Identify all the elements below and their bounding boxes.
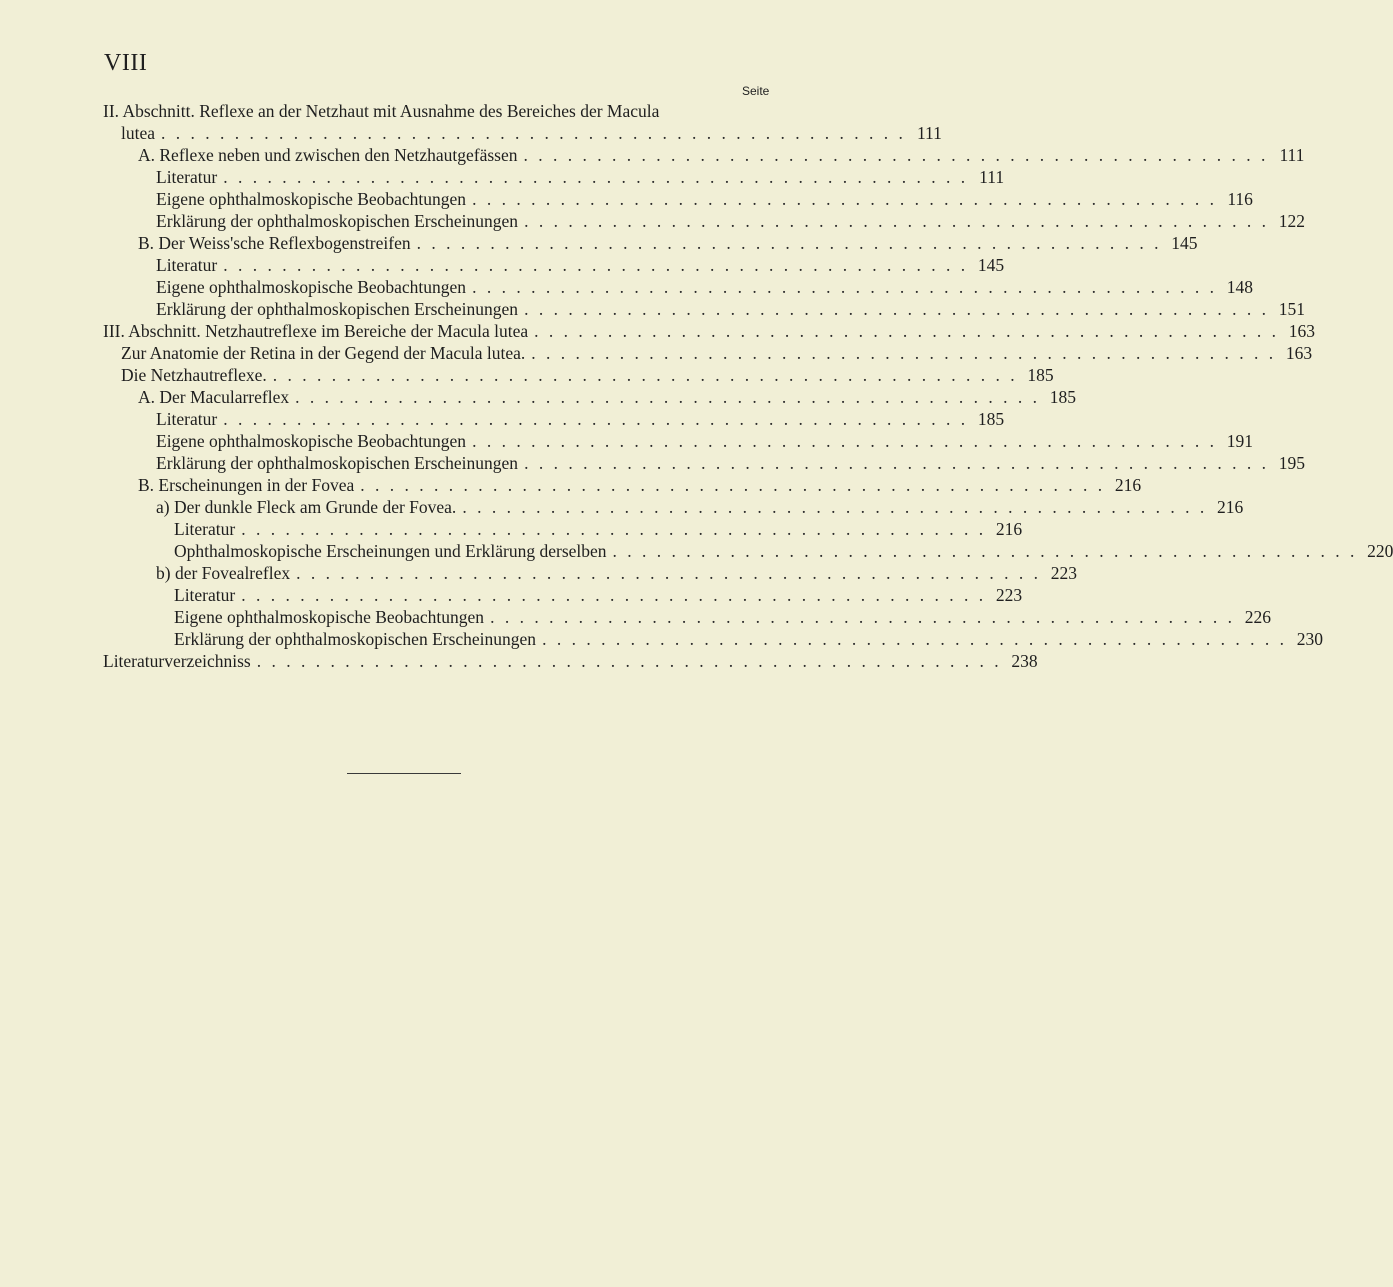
toc-entry [156, 166, 1005, 188]
toc-entry-title: Eigene ophthalmoskopische Beobachtungen [156, 277, 467, 297]
toc-entry [156, 562, 1077, 584]
toc-entry-title: Literatur [156, 409, 218, 429]
dot-leader: . . . . . . . . . . . . . . . . . . . . . . . . . . . . . . . . . . . . . . . . . . . . . . . . . . . [472, 277, 1217, 297]
toc-entry-page: 238 [1011, 651, 1038, 671]
toc-entry-title: B. Der Weiss'sche Reflexbogenstreifen [138, 233, 411, 253]
closing-rule [347, 773, 461, 774]
toc-entry-title: Erklärung der ophthalmoskopischen Erscheinungen [174, 629, 537, 649]
toc-entry-page: 185 [977, 409, 1005, 429]
toc-entry [156, 210, 1305, 232]
toc-entry-title: B. Erscheinungen in der Fovea [138, 475, 355, 495]
toc-entry-title: Erklärung der ophthalmoskopischen Erscheinungen [156, 299, 519, 319]
page-number: VIII [104, 50, 148, 76]
toc-entry [103, 320, 1316, 342]
toc-entry-page: 223 [995, 585, 1023, 605]
toc-entry [156, 452, 1305, 474]
toc-entry [138, 232, 1198, 254]
toc-entry [156, 430, 1253, 452]
toc-entry-page: 116 [1227, 189, 1253, 209]
dot-leader: . . . . . . . . . . . . . . . . . . . . . . . . . . . . . . . . . . . . . . . . . . . . . . . . . . . [612, 541, 1358, 561]
toc-entry-title: A. Der Macularreflex [138, 387, 290, 407]
toc-entry [174, 584, 1023, 606]
dot-leader: . . . . . . . . . . . . . . . . . . . . . . . . . . . . . . . . . . . . . . . . . . . . . . . . . . . [223, 167, 969, 187]
toc-entry-page: 185 [1027, 365, 1054, 385]
toc-entry [121, 364, 1054, 386]
dot-leader: . . . . . . . . . . . . . . . . . . . . . . . . . . . . . . . . . . . . . . . . . . . . . . . . . . . [524, 299, 1269, 319]
dot-leader: . . . . . . . . . . . . . . . . . . . . . . . . . . . . . . . . . . . . . . . . . . . . . . . . . . . [416, 233, 1162, 253]
dot-leader: . . . . . . . . . . . . . . . . . . . . . . . . . . . . . . . . . . . . . . . . . . . . . . . . . . . [296, 563, 1041, 583]
toc-entry [156, 188, 1253, 210]
dot-leader: . . . . . . . . . . . . . . . . . . . . . . . . . . . . . . . . . . . . . . . . . . . . . . . . . . . [534, 321, 1280, 341]
dot-leader: . . . . . . . . . . . . . . . . . . . . . . . . . . . . . . . . . . . . . . . . . . . . . . . . . . . [161, 123, 906, 143]
dot-leader: . . . . . . . . . . . . . . . . . . . . . . . . . . . . . . . . . . . . . . . . . . . . . . . . . . . [241, 585, 987, 605]
toc-entry-title: Die Netzhautreflexe. [121, 365, 267, 385]
toc-entry [121, 342, 1313, 364]
toc-entry-page: 122 [1278, 211, 1305, 231]
toc-entry [174, 518, 1023, 540]
dot-leader: . . . . . . . . . . . . . . . . . . . . . . . . . . . . . . . . . . . . . . . . . . . . . . . . . . . [523, 145, 1269, 165]
toc-entry-title: Zur Anatomie der Retina in der Gegend der Macula lutea. [121, 343, 526, 363]
dot-leader: . . . . . . . . . . . . . . . . . . . . . . . . . . . . . . . . . . . . . . . . . . . . . . . . . . . [223, 255, 969, 275]
toc-entry [138, 144, 1305, 166]
toc-entry-page: 145 [977, 255, 1005, 275]
toc-entry-title: Literatur [174, 585, 236, 605]
dot-leader: . . . . . . . . . . . . . . . . . . . . . . . . . . . . . . . . . . . . . . . . . . . . . . . . . . . [241, 519, 987, 539]
toc-entry [156, 496, 1244, 518]
toc-entry [121, 122, 942, 144]
toc-entry-title: Eigene ophthalmoskopische Beobachtungen [174, 607, 485, 627]
dot-leader: . . . . . . . . . . . . . . . . . . . . . . . . . . . . . . . . . . . . . . . . . . . . . . . . . . . [524, 453, 1269, 473]
toc-entry [174, 628, 1323, 650]
toc-entry [156, 298, 1305, 320]
toc-entry-title: II. Abschnitt. Reflexe an der Netzhaut mit Ausnahme des Bereiches der Macula [103, 101, 660, 121]
toc-entry-title: Ophthalmoskopische Erscheinungen und Erklärung derselben [174, 541, 607, 561]
dot-leader: . . . . . . . . . . . . . . . . . . . . . . . . . . . . . . . . . . . . . . . . . . . . . . . . . . . [360, 475, 1106, 495]
toc-entry-page: 111 [979, 167, 1005, 187]
toc-entry [156, 276, 1253, 298]
toc-entry-title: b) der Fovealreflex [156, 563, 291, 583]
toc-entry-page: 151 [1278, 299, 1305, 319]
toc-entry-page: 191 [1226, 431, 1253, 451]
toc-entry-title: a) Der dunkle Fleck am Grunde der Fovea. [156, 497, 457, 517]
toc-entry-title: Literatur [156, 255, 218, 275]
toc-entry [138, 386, 1076, 408]
toc-entry-title: Literatur [156, 167, 218, 187]
toc-entry [174, 540, 1393, 562]
dot-leader: . . . . . . . . . . . . . . . . . . . . . . . . . . . . . . . . . . . . . . . . . . . . . . . . . . . [524, 211, 1269, 231]
dot-leader: . . . . . . . . . . . . . . . . . . . . . . . . . . . . . . . . . . . . . . . . . . . . . . . . . . . [295, 387, 1040, 407]
toc-entry-title: lutea [121, 123, 156, 143]
toc-entry-title: Erklärung der ophthalmoskopischen Erscheinungen [156, 453, 519, 473]
toc-entry-page: 223 [1050, 563, 1077, 583]
toc-entry-page: 216 [1114, 475, 1142, 495]
toc-entry [156, 408, 1005, 430]
dot-leader: . . . . . . . . . . . . . . . . . . . . . . . . . . . . . . . . . . . . . . . . . . . . . . . . . . . [490, 607, 1235, 627]
toc-entry-page: 216 [1216, 497, 1244, 517]
toc-entry-page: 111 [1279, 145, 1305, 165]
toc-entry-page: 220 [1367, 541, 1393, 561]
dot-leader: . . . . . . . . . . . . . . . . . . . . . . . . . . . . . . . . . . . . . . . . . . . . . . . . . . . [223, 409, 969, 429]
toc-entry-title: A. Reflexe neben und zwischen den Netzhautgefässen [138, 145, 518, 165]
toc-entry [156, 254, 1005, 276]
toc-entry-page: 226 [1244, 607, 1271, 627]
toc-entry-page: 163 [1288, 321, 1316, 341]
page-column-heading: Seite [742, 84, 770, 98]
toc-entry-title: Erklärung der ophthalmoskopischen Erscheinungen [156, 211, 519, 231]
toc-entry-title: Eigene ophthalmoskopische Beobachtungen [156, 431, 467, 451]
toc-entry-page: 148 [1226, 277, 1253, 297]
toc-entry-page: 216 [995, 519, 1023, 539]
toc-entry-page: 145 [1171, 233, 1198, 253]
dot-leader: . . . . . . . . . . . . . . . . . . . . . . . . . . . . . . . . . . . . . . . . . . . . . . . . . . . [531, 343, 1277, 363]
dot-leader: . . . . . . . . . . . . . . . . . . . . . . . . . . . . . . . . . . . . . . . . . . . . . . . . . . . [472, 431, 1217, 451]
toc-entry-page: 230 [1296, 629, 1323, 649]
dot-leader: . . . . . . . . . . . . . . . . . . . . . . . . . . . . . . . . . . . . . . . . . . . . . . . . . . . [542, 629, 1287, 649]
toc-entry [103, 650, 1038, 672]
toc-entry-title: Eigene ophthalmoskopische Beobachtungen [156, 189, 467, 209]
toc-entry-page: 163 [1285, 343, 1313, 363]
dot-leader: . . . . . . . . . . . . . . . . . . . . . . . . . . . . . . . . . . . . . . . . . . . . . . . . . . . [256, 651, 1002, 671]
dot-leader: . . . . . . . . . . . . . . . . . . . . . . . . . . . . . . . . . . . . . . . . . . . . . . . . . . . [472, 189, 1217, 209]
dot-leader: . . . . . . . . . . . . . . . . . . . . . . . . . . . . . . . . . . . . . . . . . . . . . . . . . . . [272, 365, 1018, 385]
toc-entry [138, 474, 1142, 496]
toc-entry-page: 111 [916, 123, 942, 143]
toc-entry-title: Literaturverzeichniss [103, 651, 251, 671]
toc-entry [174, 606, 1271, 628]
toc-entry-title: Literatur [174, 519, 236, 539]
toc-entry [103, 100, 763, 122]
toc-entry-page: 185 [1049, 387, 1076, 407]
toc-entry-page: 195 [1278, 453, 1305, 473]
dot-leader: . . . . . . . . . . . . . . . . . . . . . . . . . . . . . . . . . . . . . . . . . . . . . . . . . . . [462, 497, 1208, 517]
toc-entry-title: III. Abschnitt. Netzhautreflexe im Bereiche der Macula lutea [103, 321, 529, 341]
